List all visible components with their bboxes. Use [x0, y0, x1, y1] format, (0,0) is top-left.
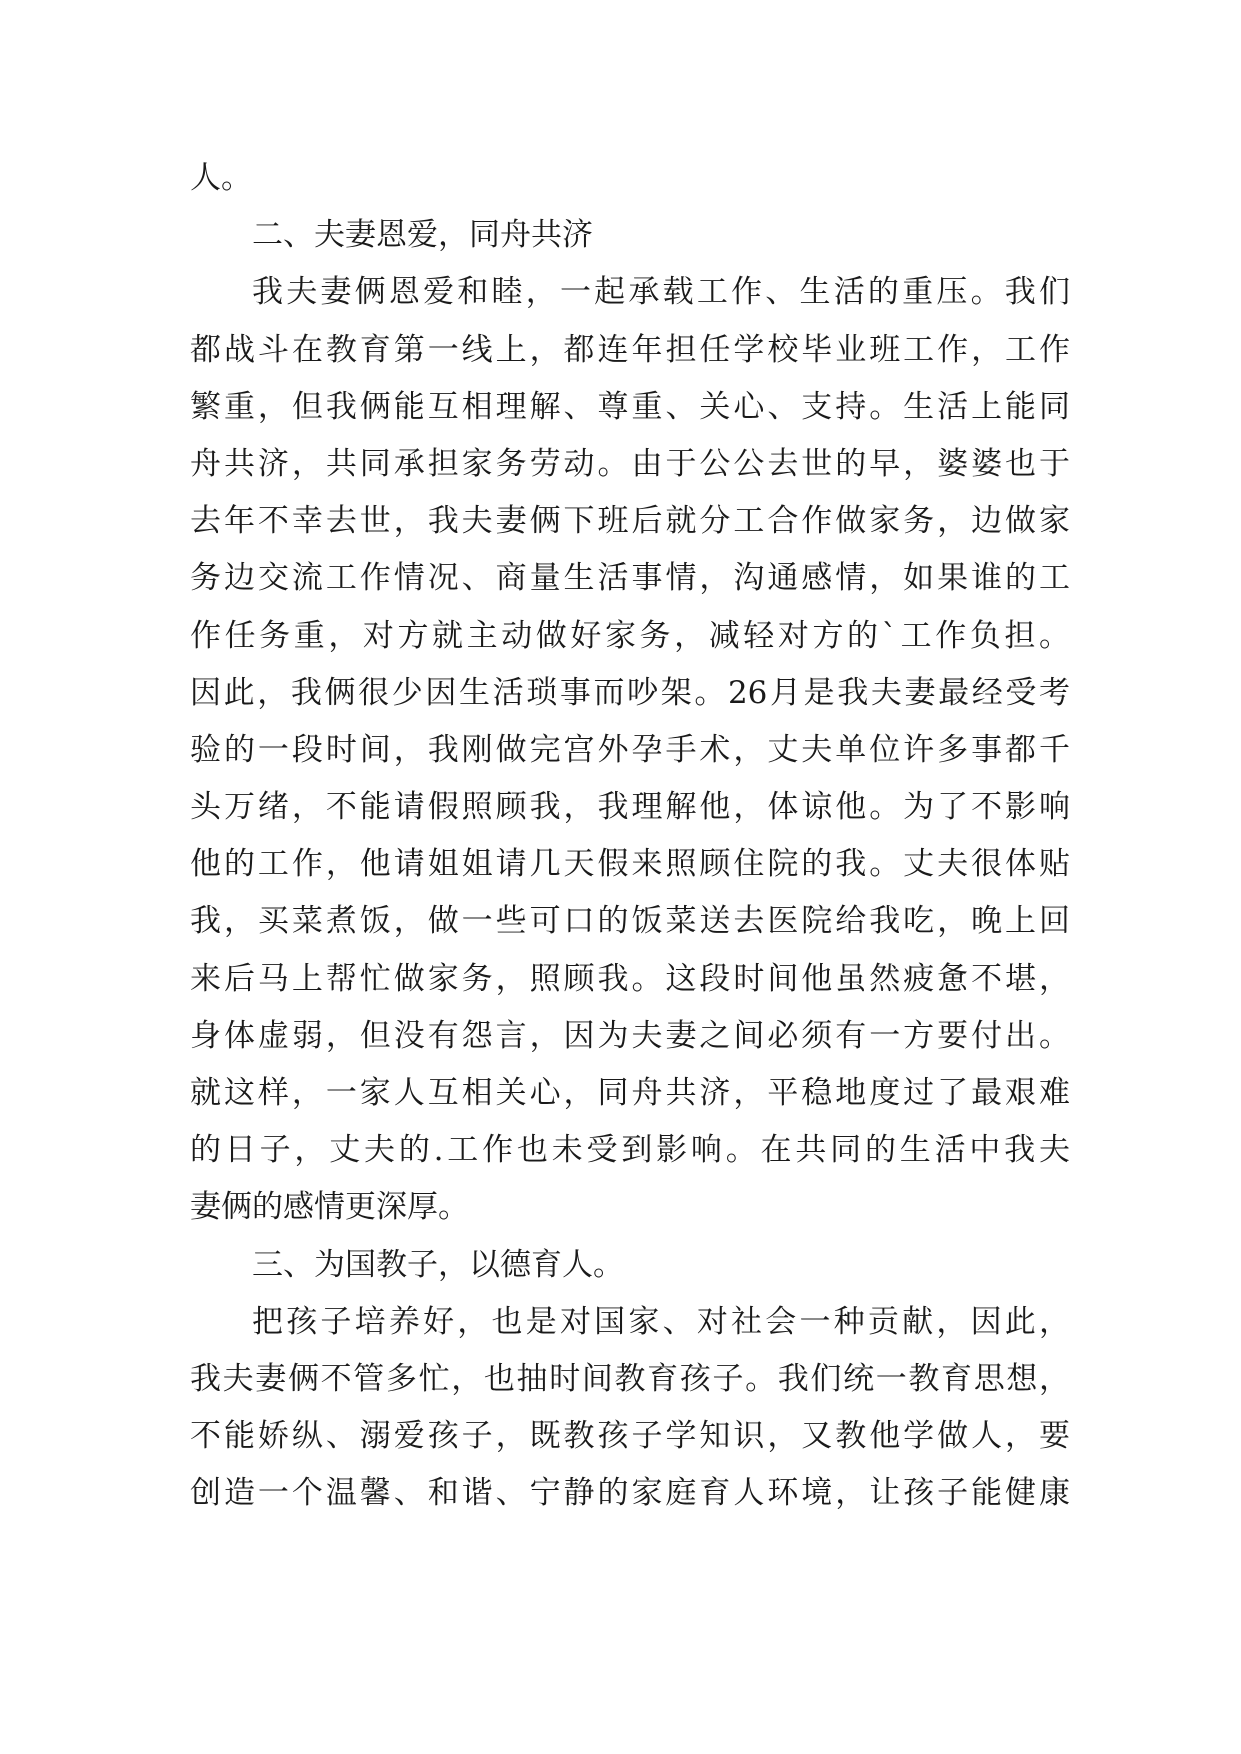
text-line: 把孩子培养好，也是对国家、对社会一种贡献，因此，	[252, 1303, 1070, 1340]
body-text	[190, 150, 1070, 1523]
text-line: 作任务重，对方就主动做好家务，减轻对方的`工作负担。	[190, 617, 1070, 654]
text-line: 舟共济，共同承担家务劳动。由于公公去世的早，婆婆也于	[190, 445, 1070, 482]
text-line: 他的工作，他请姐姐请几天假来照顾住院的我。丈夫很体贴	[190, 846, 1070, 883]
text-line: 不能娇纵、溺爱孩子，既教孩子学知识，又教他学做人，要	[190, 1418, 1070, 1455]
text-line: 验的一段时间，我刚做完宫外孕手术，丈夫单位许多事都千	[190, 731, 1070, 768]
text-line: 人。	[190, 160, 252, 196]
text-line: 二、夫妻恩爱，同舟共济	[252, 217, 593, 254]
text-line: 三、为国教子，以德育人。	[252, 1246, 624, 1283]
text-line: 因此，我俩很少因生活琐事而吵架。26月是我夫妻最经受考	[190, 674, 1070, 711]
text-line: 务边交流工作情况、商量生活事情，沟通感情，如果谁的工	[190, 560, 1070, 597]
text-line: 头万绪，不能请假照顾我，我理解他，体谅他。为了不影响	[190, 789, 1070, 826]
text-line: 身体虚弱，但没有怨言，因为夫妻之间必须有一方要付出。	[190, 1017, 1070, 1054]
text-line: 我夫妻俩不管多忙，也抽时间教育孩子。我们统一教育思想，	[190, 1360, 1070, 1397]
text-line: 就这样，一家人互相关心，同舟共济，平稳地度过了最艰难	[190, 1075, 1070, 1111]
text-line: 的日子，丈夫的.工作也未受到影响。在共同的生活中我夫	[190, 1132, 1070, 1169]
text-line: 妻俩的感情更深厚。	[190, 1189, 469, 1226]
text-line: 我，买菜煮饭，做一些可口的饭菜送去医院给我吃，晚上回	[190, 903, 1070, 940]
text-line: 去年不幸去世，我夫妻俩下班后就分工合作做家务，边做家	[190, 503, 1070, 540]
text-line: 来后马上帮忙做家务，照顾我。这段时间他虽然疲惫不堪，	[190, 960, 1070, 997]
text-line: 我夫妻俩恩爱和睦，一起承载工作、生活的重压。我们	[252, 274, 1070, 311]
text-line: 繁重，但我俩能互相理解、尊重、关心、支持。生活上能同	[190, 388, 1070, 425]
text-line: 创造一个温馨、和谐、宁静的家庭育人环境，让孩子能健康	[190, 1475, 1070, 1512]
text-line: 都战斗在教育第一线上，都连年担任学校毕业班工作，工作	[190, 331, 1070, 368]
